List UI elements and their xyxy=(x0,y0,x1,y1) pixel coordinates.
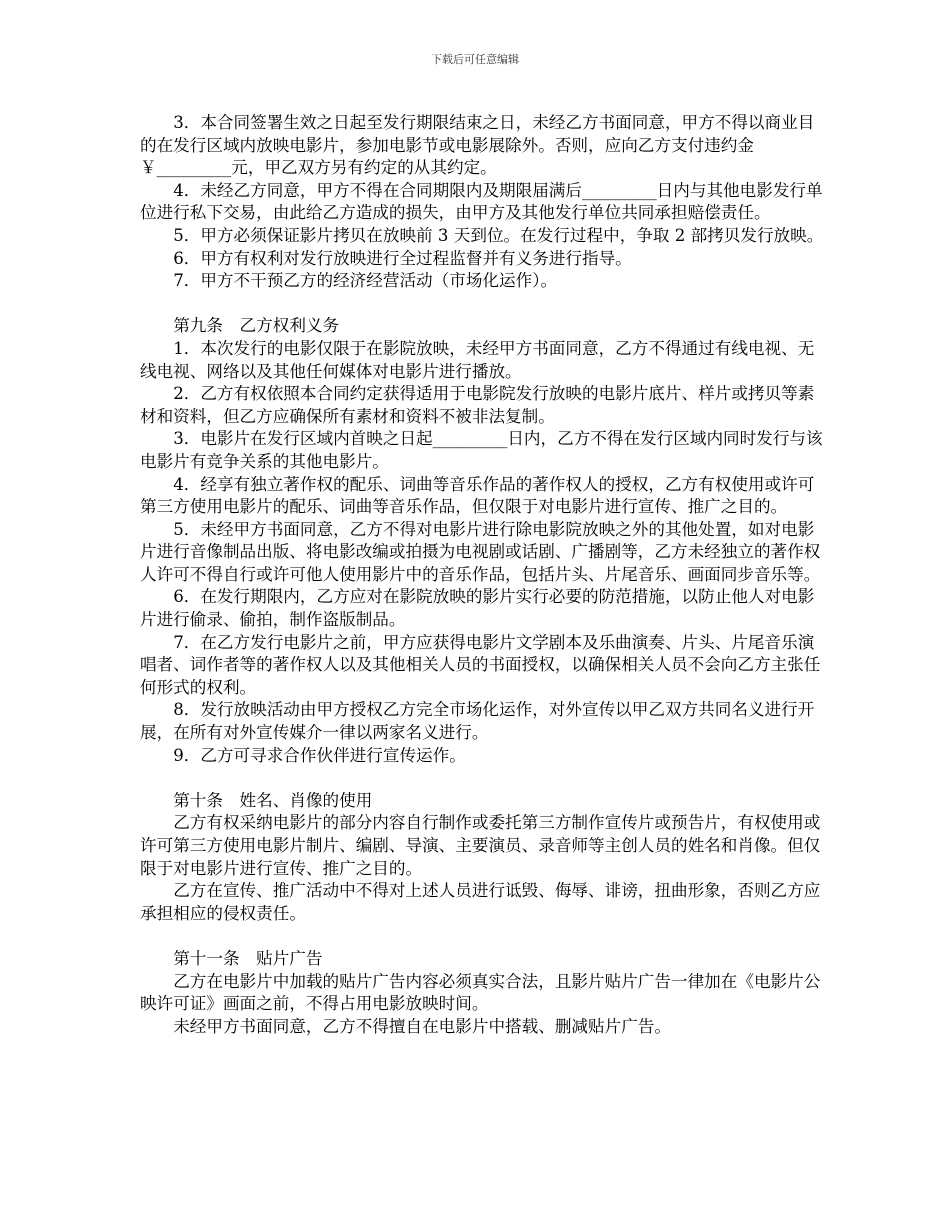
section-title-10: 第十条 姓名、肖像的使用 xyxy=(173,790,373,810)
clause-9-item-8: 8．发行放映活动由甲方授权乙方完全市场化运作，对外宣传以甲乙双方共同名义进行开展，在所有对外宣传媒介一律以两家名义进行。 xyxy=(140,700,815,743)
clause-9-item-9: 9．乙方可寻求合作伙伴进行宣传运作。 xyxy=(173,745,466,765)
clause-9-item-7: 7．在乙方发行电影片之前，甲方应获得电影片文学剧本及乐曲演奏、片头、片尾音乐演唱者、词作者等的著作权人以及其他相关人员的书面授权，以确保相关人员不会向乙方主张任何形式的权利。 xyxy=(140,632,821,697)
clause-11-para-1: 乙方在电影片中加载的贴片广告内容必须真实合法，且影片贴片广告一律加在《电影片公映许可证》画面之前，不得占用电影放映时间。 xyxy=(140,971,821,1014)
clause-8-item-3: 3．本合同签署生效之日起至发行期限结束之日，未经乙方书面同意，甲方不得以商业目的在发行区域内放映电影片，参加电影节或电影展除外。否则，应向乙方支付违约金￥_________元，甲乙双方另有约定的从其约定。 xyxy=(140,113,815,178)
clause-9-item-5: 5．未经甲方书面同意，乙方不得对电影片进行除电影院放映之外的其他处置，如对电影片进行音像制品出版、将电影改编或拍摄为电视剧或话剧、广播剧等，乙方未经独立的著作权人许可不得自行或许可他人使用影片中的音乐作品，包括片头、片尾音乐、画面同步音乐等。 xyxy=(140,519,821,584)
section-title-9: 第九条 乙方权利义务 xyxy=(173,316,340,336)
clause-9-item-1: 1．本次发行的电影仅限于在影院放映，未经甲方书面同意，乙方不得通过有线电视、无线电视、网络以及其他任何媒体对电影片进行播放。 xyxy=(140,338,815,381)
clause-8-item-6: 6．甲方有权利对发行放映进行全过程监督并有义务进行指导。 xyxy=(173,248,632,268)
clause-10-para-1: 乙方有权采纳电影片的部分内容自行制作或委托第三方制作宣传片或预告片，有权使用或许可第三方使用电影片制片、编剧、导演、主要演员、录音师等主创人员的姓名和肖像。但仅限于对电影片进行宣传、推广之目的。 xyxy=(140,813,821,878)
clause-10-para-2: 乙方在宣传、推广活动中不得对上述人员进行诋毁、侮辱、诽谤，扭曲形象，否则乙方应承担相应的侵权责任。 xyxy=(140,881,821,923)
clause-8-item-5: 5．甲方必须保证影片拷贝在放映前 3 天到位。在发行过程中，争取 2 部拷贝发行放映。 xyxy=(173,225,824,245)
clause-9-item-3: 3．电影片在发行区域内首映之日起_________日内，乙方不得在发行区域内同时发行与该电影片有竞争关系的其他电影片。 xyxy=(140,429,823,471)
page-header: 下载后可任意编辑 xyxy=(431,53,519,66)
clause-8-item-7: 7．甲方不干预乙方的经济经营活动（市场化运作）。 xyxy=(173,271,558,291)
clause-9-item-4: 4．经享有独立著作权的配乐、词曲等音乐作品的著作权人的授权，乙方有权使用或许可第三方使用电影片的配乐、词曲等音乐作品，但仅限于对电影片进行宣传、推广之目的。 xyxy=(140,474,815,517)
document-body xyxy=(140,112,830,1038)
clause-9-item-6: 6．在发行期限内，乙方应对在影院放映的影片实行必要的防范措施，以防止他人对电影片进行偷录、偷拍，制作盗版制品。 xyxy=(140,587,815,630)
clause-11-para-2: 未经甲方书面同意，乙方不得擅自在电影片中搭载、删减贴片广告。 xyxy=(173,1016,671,1036)
section-spacer xyxy=(140,293,830,316)
section-spacer xyxy=(140,767,830,790)
section-spacer xyxy=(140,925,830,948)
clause-8-item-4: 4．未经乙方同意，甲方不得在合同期限内及期限届满后_________日内与其他电影发行单位进行私下交易，由此给乙方造成的损失，由甲方及其他发行单位共同承担赔偿责任。 xyxy=(140,180,823,223)
section-title-11: 第十一条 贴片广告 xyxy=(173,948,323,968)
clause-9-item-2: 2．乙方有权依照本合同约定获得适用于电影院发行放映的电影片底片、样片或拷贝等素材和资料，但乙方应确保所有素材和资料不被非法复制。 xyxy=(140,384,815,426)
